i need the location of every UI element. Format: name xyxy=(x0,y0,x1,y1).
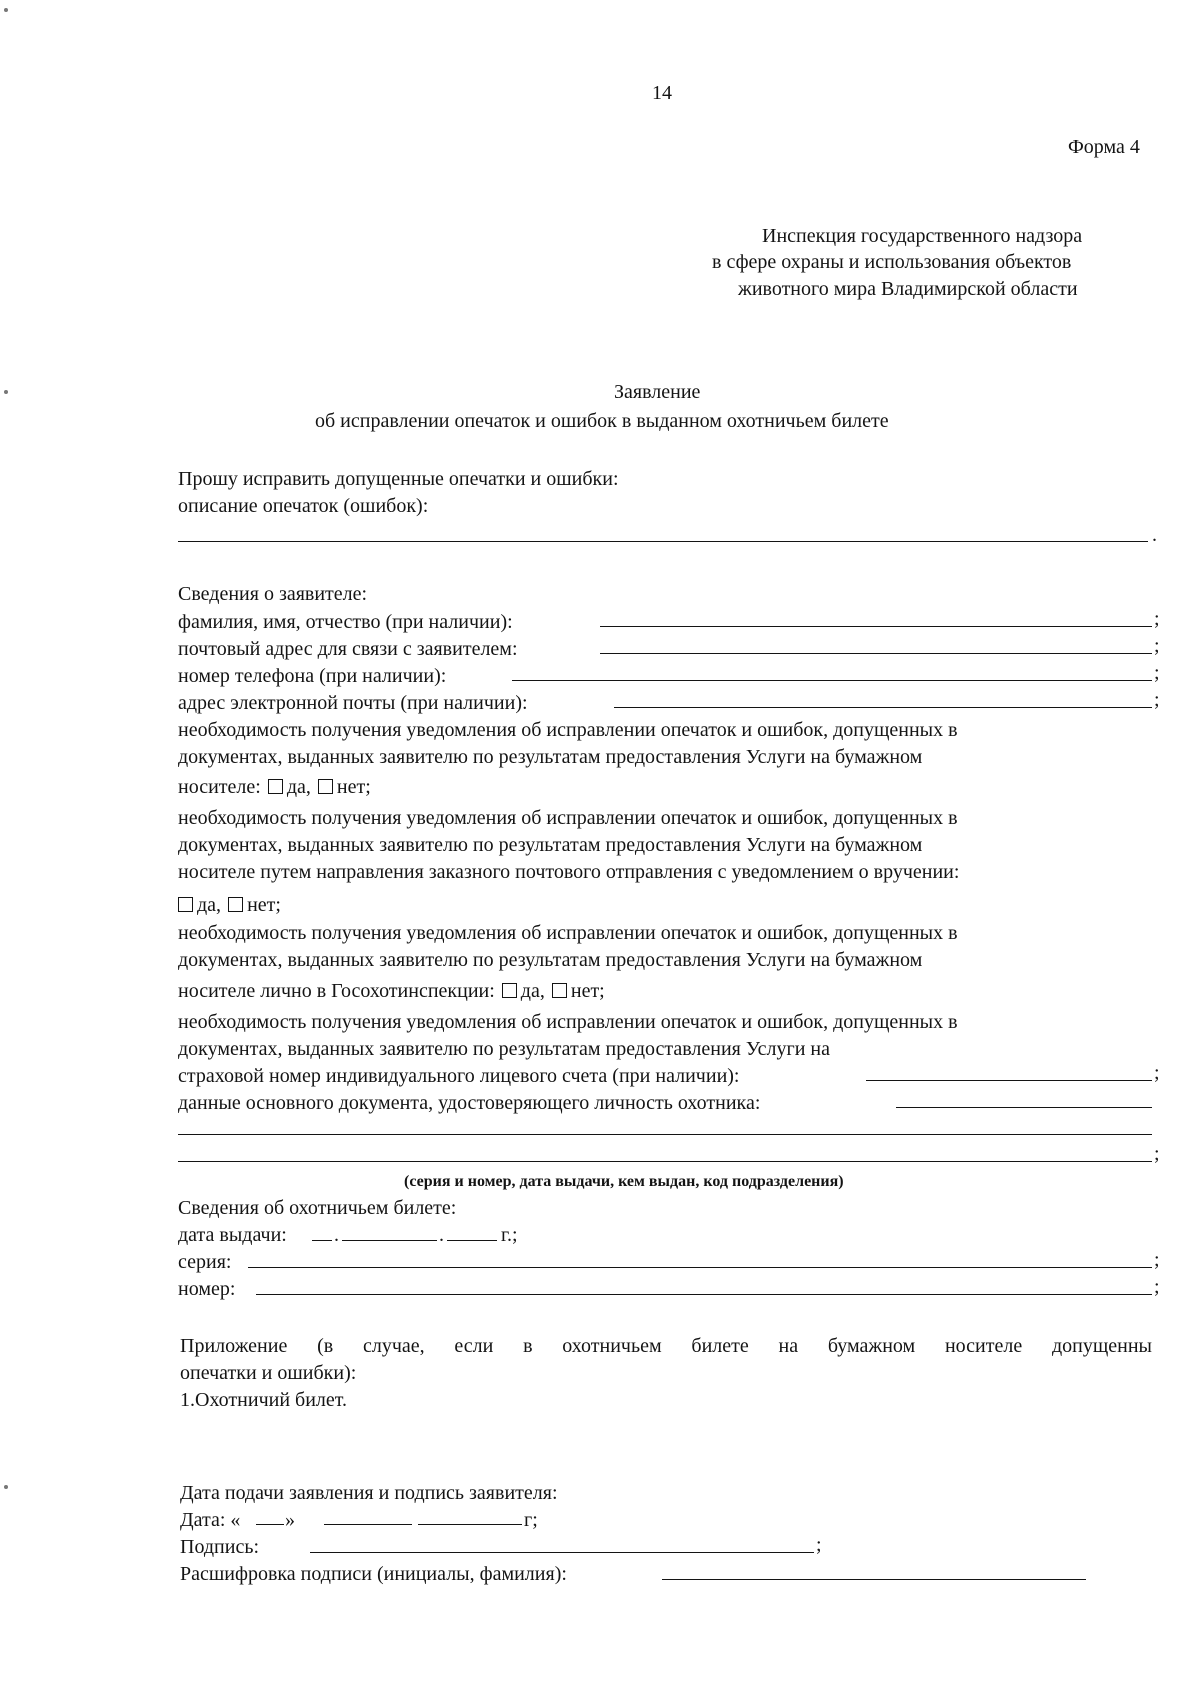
series-field[interactable] xyxy=(248,1267,1152,1268)
yes-label: да, xyxy=(197,894,222,916)
date-close: » xyxy=(285,1509,295,1531)
semicolon: ; xyxy=(1154,1062,1160,1084)
addressee-line: в сфере охраны и использования объектов xyxy=(712,251,1072,273)
phone-field[interactable] xyxy=(512,680,1152,681)
submit-month-field[interactable] xyxy=(324,1524,412,1525)
submit-day-field[interactable] xyxy=(256,1524,284,1525)
request-intro: Прошу исправить допущенные опечатки и ошибки: xyxy=(178,468,619,490)
form-label: Форма 4 xyxy=(1068,136,1140,158)
snils-field[interactable] xyxy=(866,1080,1152,1081)
notice3-options xyxy=(178,977,605,1005)
notice3-prefix: носителе лично в Госохотинспекции: xyxy=(178,980,495,1002)
yes-label: да, xyxy=(286,776,311,798)
id-document-field-line3[interactable] xyxy=(178,1161,1152,1162)
full-name-label: фамилия, имя, отчество (при наличии): xyxy=(178,611,513,633)
notice1-options xyxy=(178,773,371,801)
signature-decoding-field[interactable] xyxy=(662,1579,1086,1580)
email-label: адрес электронной почты (при наличии): xyxy=(178,692,528,714)
semicolon: ; xyxy=(1154,1276,1160,1298)
id-document-label: данные основного документа, удостоверяющего личность охотника: xyxy=(178,1092,761,1114)
attachment-line: опечатки и ошибки): xyxy=(180,1362,357,1384)
attachment-line: Приложение (в случае, если в охотничьем билете на бумажном носителе допущенны xyxy=(180,1335,1152,1357)
number-label: номер: xyxy=(178,1278,236,1300)
issue-year-field[interactable] xyxy=(447,1240,497,1241)
semicolon: ; xyxy=(1154,608,1160,630)
addressee-line: Инспекция государственного надзора xyxy=(762,225,1083,247)
no-label: нет; xyxy=(247,894,281,916)
date-label: Дата: « xyxy=(180,1509,241,1531)
email-field[interactable] xyxy=(614,707,1152,708)
applicant-header: Сведения о заявителе: xyxy=(178,583,368,605)
description-field[interactable] xyxy=(178,541,1148,542)
issue-date-label: дата выдачи: xyxy=(178,1224,287,1246)
scan-speck xyxy=(4,8,8,12)
notice3-yes-checkbox[interactable] xyxy=(502,983,517,998)
id-document-field-line2[interactable] xyxy=(178,1134,1152,1135)
issue-day-field[interactable] xyxy=(312,1240,332,1241)
semicolon: ; xyxy=(1154,662,1160,684)
addressee-line: животного мира Владимирской области xyxy=(738,278,1078,300)
signature-decoding-label: Расшифровка подписи (инициалы, фамилия): xyxy=(180,1563,567,1585)
semicolon: ; xyxy=(1154,635,1160,657)
description-end-period: . xyxy=(1152,524,1157,546)
notice4-line: необходимость получения уведомления об исправлении опечаток и ошибок, допущенных в xyxy=(178,1011,958,1033)
notice2-options xyxy=(176,891,281,919)
submit-year-field[interactable] xyxy=(418,1524,522,1525)
notice3-line: документах, выданных заявителю по результатам предоставления Услуги на бумажном xyxy=(178,949,923,971)
series-label: серия: xyxy=(178,1251,232,1273)
date-dot: . xyxy=(334,1224,339,1246)
document-subtitle: об исправлении опечаток и ошибок в выданном охотничьем билете xyxy=(315,410,889,432)
year-suffix: г.; xyxy=(501,1224,518,1246)
notice4-line: документах, выданных заявителю по результатам предоставления Услуги на xyxy=(178,1038,830,1060)
semicolon: ; xyxy=(816,1534,822,1556)
semicolon: ; xyxy=(1154,689,1160,711)
attachment-item: 1.Охотничий билет. xyxy=(180,1389,348,1411)
semicolon: ; xyxy=(1154,1143,1160,1165)
no-label: нет; xyxy=(570,980,605,1002)
postal-address-label: почтовый адрес для связи с заявителем: xyxy=(178,638,518,660)
id-document-hint: (серия и номер, дата выдачи, кем выдан, код подразделения) xyxy=(404,1173,844,1190)
notice3-no-checkbox[interactable] xyxy=(552,983,567,998)
postal-address-field[interactable] xyxy=(600,653,1152,654)
document-title: Заявление xyxy=(614,381,701,403)
notice1-no-checkbox[interactable] xyxy=(318,779,333,794)
description-label: описание опечаток (ошибок): xyxy=(178,495,429,517)
notice1-prefix: носителе: xyxy=(178,776,261,798)
scan-speck xyxy=(4,390,8,394)
notice3-line: необходимость получения уведомления об исправлении опечаток и ошибок, допущенных в xyxy=(178,922,958,944)
scan-speck xyxy=(4,1485,8,1489)
issue-month-field[interactable] xyxy=(342,1240,437,1241)
notice1-line: документах, выданных заявителю по результатам предоставления Услуги на бумажном xyxy=(178,746,923,768)
notice2-line: документах, выданных заявителю по результатам предоставления Услуги на бумажном xyxy=(178,834,923,856)
notice2-line: необходимость получения уведомления об исправлении опечаток и ошибок, допущенных в xyxy=(178,807,958,829)
snils-label: страховой номер индивидуального лицевого счета (при наличии): xyxy=(178,1065,740,1087)
notice1-line: необходимость получения уведомления об исправлении опечаток и ошибок, допущенных в xyxy=(178,719,958,741)
notice2-yes-checkbox[interactable] xyxy=(178,897,193,912)
signature-label: Подпись: xyxy=(180,1536,260,1558)
phone-label: номер телефона (при наличии): xyxy=(178,665,447,687)
id-document-field[interactable] xyxy=(896,1107,1152,1108)
no-label: нет; xyxy=(336,776,371,798)
date-dot: . xyxy=(439,1224,444,1246)
signature-field[interactable] xyxy=(310,1552,814,1553)
submission-header: Дата подачи заявления и подпись заявителя: xyxy=(180,1482,558,1504)
yes-label: да, xyxy=(520,980,545,1002)
notice1-yes-checkbox[interactable] xyxy=(268,779,283,794)
ticket-header: Сведения об охотничьем билете: xyxy=(178,1197,457,1219)
semicolon: ; xyxy=(1154,1249,1160,1271)
number-field[interactable] xyxy=(256,1294,1152,1295)
page-number: 14 xyxy=(652,82,672,104)
notice2-line: носителе путем направления заказного почтового отправления с уведомлением о вручении: xyxy=(178,861,960,883)
notice2-no-checkbox[interactable] xyxy=(228,897,243,912)
submit-year-suffix: г; xyxy=(524,1509,538,1531)
full-name-field[interactable] xyxy=(600,626,1152,627)
